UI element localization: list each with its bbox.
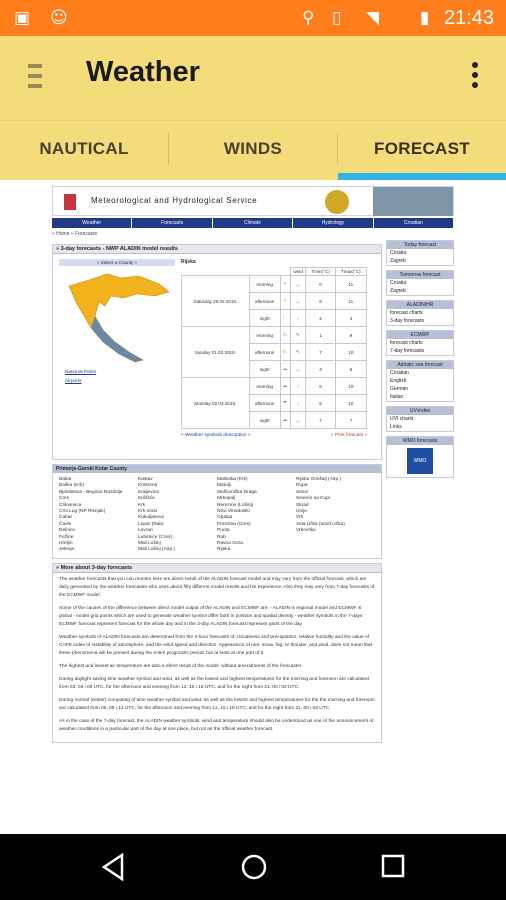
place-link[interactable]: Lubenice (Cres) — [138, 534, 173, 540]
sidebar-link[interactable]: Italian — [390, 394, 404, 400]
dhmz-logo-icon — [325, 190, 349, 214]
menu-croatian[interactable]: Croatian — [374, 218, 453, 228]
airports-link[interactable]: Airports — [65, 379, 82, 384]
tmin-value: 1 — [306, 327, 335, 344]
period-label: night — [249, 412, 280, 429]
tmax-value: 11 — [335, 293, 366, 310]
wind-arrow-icon: ← — [290, 412, 306, 429]
status-time: 21:43 — [443, 7, 494, 29]
tab-winds[interactable]: WINDS — [223, 139, 283, 158]
app-bar — [0, 36, 506, 120]
day-label: Sunday 01.03.2015. — [182, 327, 250, 378]
tmin-value: 4 — [306, 361, 335, 378]
wind-arrow-icon: ↖ — [290, 327, 306, 344]
county-title: Primorje-Gorski Kotar County — [53, 465, 381, 473]
day-label: Saturday 28.02.2015. — [182, 276, 250, 327]
sidebar-box — [386, 360, 454, 402]
place-link[interactable]: Delnice — [59, 528, 75, 534]
menu-hydrology[interactable]: Hydrology — [293, 218, 372, 228]
sidebar-link[interactable]: Croatia — [390, 250, 407, 256]
symbols-description-link[interactable]: « Weather symbols description » — [181, 433, 251, 438]
menu-weather[interactable]: Weather — [52, 218, 131, 228]
sidebar-box-title: WMO forecasts — [387, 437, 453, 445]
tmin-value: 6 — [306, 378, 335, 395]
cloud-icon: ☁ — [280, 361, 290, 378]
places-list — [53, 473, 381, 558]
place-link[interactable]: Selce — [296, 489, 308, 495]
place-link[interactable]: Križišće — [138, 496, 155, 502]
sidebar-box — [386, 330, 454, 356]
sidebar-link[interactable]: forecast charts — [390, 340, 423, 346]
tmax-value: 9 — [335, 327, 366, 344]
place-link[interactable]: Crikvenica — [59, 502, 82, 508]
forecast-table — [181, 259, 367, 438]
sidebar-box — [386, 300, 454, 326]
back-icon[interactable] — [100, 852, 126, 882]
place-link[interactable]: Rijeka — [217, 547, 231, 553]
image-icon: ▣ — [14, 8, 31, 28]
menu-climate[interactable]: Climate — [213, 218, 292, 228]
croatia-map-icon[interactable] — [59, 266, 175, 366]
wind-arrow-icon: ← — [290, 361, 306, 378]
sidebar-box — [386, 240, 454, 266]
place-link[interactable]: Punta — [217, 528, 230, 534]
tmin-value: 8 — [306, 395, 335, 412]
period-label: morning — [249, 327, 280, 344]
service-title: Meteorological and Hydrological Service — [91, 196, 258, 205]
sidebar-box-title: Tomorrow forecast — [387, 271, 453, 279]
home-icon[interactable] — [240, 852, 268, 882]
tmax-value: 11 — [335, 276, 366, 293]
place-link[interactable]: Kukuljanovo — [138, 515, 165, 521]
forecast-page — [52, 186, 454, 732]
print-forecast-link[interactable]: » Print forecast » — [330, 433, 367, 438]
sidebar-link[interactable]: German — [390, 386, 409, 392]
sun-icon: ☀ — [280, 276, 290, 293]
right-sidebar — [386, 240, 454, 482]
paragraph: As in the case of the 7-day forecast, the ALADIN weather symbols, wind and temperature should also be understood as one of the announcement of weather conditions in a particular part of the day at one place, but not as the official weather forecast. — [59, 718, 374, 732]
overflow-menu-icon[interactable] — [472, 62, 478, 92]
battery-icon: ▮ — [420, 8, 430, 28]
place-link[interactable]: Bakar — [59, 477, 72, 482]
sidebar-link[interactable]: 7-day forecasts — [390, 348, 425, 354]
place-link[interactable]: Crni Lug (NP Risnjak) — [59, 509, 106, 515]
wind-header: wind — [290, 268, 306, 276]
period-label: morning — [249, 378, 280, 395]
tab-bar — [0, 120, 506, 180]
wind-arrow-icon: ↓ — [290, 310, 306, 327]
place-link[interactable]: Mrkopalj — [217, 496, 236, 502]
day-label: Monday 02.03.2015. — [182, 378, 250, 429]
place-link[interactable]: Mali Lošinj (Airp.) — [138, 547, 176, 553]
place-link[interactable]: Skrad — [296, 502, 309, 508]
tmax-value: 5 — [335, 361, 366, 378]
cloud-icon: ☁ — [280, 378, 290, 395]
sidebar-link[interactable]: Zagreb — [390, 288, 406, 294]
place-link[interactable]: Jelenje — [59, 547, 75, 553]
period-label: afternoon — [249, 395, 280, 412]
place-link[interactable]: Unije — [296, 509, 307, 515]
period-label: afternoon — [249, 344, 280, 361]
site-header — [52, 186, 454, 216]
vibrate-icon: ▯ — [332, 8, 342, 28]
place-link[interactable]: Mali Lošinj — [138, 541, 161, 547]
sidebar-link[interactable]: 3-day forecasts — [390, 318, 425, 324]
nav-bar — [0, 834, 506, 900]
place-link[interactable]: Matulji — [217, 483, 231, 489]
place-link[interactable]: Čavle — [59, 521, 72, 527]
status-bar — [0, 0, 506, 36]
county-map[interactable] — [59, 259, 175, 419]
tmin-value: 6 — [306, 293, 335, 310]
tmax-value: 10 — [335, 344, 366, 361]
place-link[interactable]: Kraljevica — [138, 489, 159, 495]
sidebar-link[interactable]: Croatia — [390, 280, 407, 286]
sidebar-link[interactable]: UVI charts — [390, 416, 414, 422]
main-column — [52, 240, 382, 743]
rain-icon: ☂ — [280, 395, 290, 412]
place-link[interactable]: Novi Vinodolski — [217, 509, 250, 515]
place-link[interactable]: Porozina (Cres) — [217, 521, 251, 527]
sun-cloud-icon: ⛅ — [280, 344, 290, 361]
paragraph: The weather forecasts that you can monitor here are direct result of the ALADIN forecast model and may vary from the official forecast, which are daily generated by the weather forecaster who uses about fifty different model results and his experience. Also they may vary from 7-day forecasts of the ECMWF model. — [59, 576, 375, 598]
place-link[interactable]: Malinska (Krk) — [217, 477, 248, 482]
header-photo — [373, 187, 453, 216]
menu-icon[interactable] — [28, 64, 42, 88]
place-link[interactable]: Lovran — [138, 528, 153, 534]
wind-arrow-icon: ↖ — [290, 344, 306, 361]
wifi-icon: ◥ — [366, 8, 380, 28]
paragraph: During daylight saving time weather symbol and wind, as well as the lowest and highest temperatures for the morning and forenoon are calculated from 03, 06 i 09 UTC, for the afternoon and evening from 12, 15 i 18 UTC, and for the night from 21, 00 i 03 UTC. — [59, 676, 369, 690]
sidebar-box-title: Today forecast — [387, 241, 453, 249]
forecast-box — [52, 244, 382, 460]
paragraph: The highest and lowest air temperature are also a direct result of the model, without amendments of the forecaster. — [59, 663, 303, 669]
site-menu — [52, 218, 454, 228]
place-link[interactable]: Mošćenička Draga — [217, 489, 257, 495]
sidebar-link[interactable]: Croatian — [390, 370, 409, 376]
place-link[interactable]: Cres — [59, 496, 70, 502]
tmin-value: 2 — [306, 310, 335, 327]
paragraph: During normal (winter) computing of time weather symbol and wind, as well as the lowest and highest temperatures for the the morning and forenoon are calculated from 06, 09 i 12 UTC, for the afternoon and evening from 12, 15 i 18 UTC, and for the night from 21, 00 i 03 UTC. — [59, 697, 375, 711]
coat-of-arms-icon — [63, 193, 77, 211]
sun-icon: ☀ — [280, 293, 290, 310]
places-column — [217, 477, 296, 554]
wind-arrow-icon: ↑ — [290, 378, 306, 395]
wind-arrow-icon: ↑ — [290, 395, 306, 412]
place-link[interactable]: Rijeka Omišalj (Airp.) — [296, 477, 342, 482]
sidebar-box — [386, 406, 454, 432]
wind-arrow-icon: ← — [290, 276, 306, 293]
tmax-value: 7 — [335, 412, 366, 429]
place-link[interactable]: Kostrena — [138, 483, 158, 489]
place-link[interactable]: Krk most — [138, 509, 157, 515]
sidebar-box — [386, 436, 454, 478]
section-title: » 3-day forecasts - NWP ALADIN model results — [53, 245, 381, 254]
sidebar-box — [386, 270, 454, 296]
sidebar-link[interactable]: WMO — [407, 448, 433, 474]
place-link[interactable]: Krk — [138, 502, 146, 508]
city-name: Rijeka — [181, 259, 196, 265]
place-link[interactable]: Lopar (Rab) — [138, 521, 164, 527]
place-link[interactable]: Fužine — [59, 534, 74, 540]
app-title: Weather — [86, 56, 200, 88]
tmax-value: 10 — [335, 395, 366, 412]
recents-icon[interactable] — [380, 852, 406, 882]
select-county-label[interactable]: « Select a County » — [59, 259, 175, 266]
android-icon: ☺ — [50, 8, 68, 28]
place-link[interactable]: Ravna Gora — [217, 541, 243, 547]
moon-icon: ☾ — [280, 310, 290, 327]
place-link[interactable]: Severin na Kupi — [296, 496, 330, 502]
tmax-header: Tmax(°C) — [335, 268, 366, 276]
national-parks-link[interactable]: National Parks — [65, 370, 97, 375]
sidebar-box-title: UV-index — [387, 407, 453, 415]
place-link[interactable]: Vrh — [296, 515, 304, 521]
sidebar-link[interactable]: Links — [390, 424, 402, 430]
paragraph: Some of the causes of the difference between direct model output of the ALADIN and ECMWF are: - ALADIN is regional model and ECMWF is global - model grid points which are used to generate weather symbol differ both in position and spatial density - weather symbols in the 7-days ECMWF forecast represent forecast for the whole day and in the 3-day ALADIN forecast represent parts of the day — [59, 605, 363, 627]
places-column — [296, 477, 375, 554]
more-about-box — [52, 563, 382, 743]
sidebar-link[interactable]: forecast charts — [390, 310, 423, 316]
place-link[interactable]: Kastav — [138, 477, 153, 482]
web-content[interactable] — [0, 180, 506, 834]
more-about-text — [53, 573, 381, 742]
place-link[interactable]: Vela Učka (tunel Učka) — [296, 521, 345, 527]
place-link[interactable]: Rab — [217, 534, 226, 540]
wind-arrow-icon: ← — [290, 293, 306, 310]
sidebar-box-title: ALADIN/HR — [387, 301, 453, 309]
paragraph: Weather symbols of ALADIN forecasts are determined from the 3-hour forecasts of: cloudiness and precipitation, relative humidity and the value of CAPE index of instability of atmosphere, and the wind speed and direction. Appearance of rain, snow, fog, or thunder, and wind, does not mean that these phenomena will be present during the entire prognostic period, but at least at one part of it — [59, 634, 373, 656]
sidebar-box-title: Adriatic sea forecast — [387, 361, 453, 369]
place-link[interactable]: Baška (Krk) — [59, 483, 85, 489]
sidebar-link[interactable]: Zagreb — [390, 258, 406, 264]
period-label: morning — [249, 276, 280, 293]
place-link[interactable]: Nerezine (Lošinj) — [217, 502, 254, 508]
period-label: night — [249, 310, 280, 327]
place-link[interactable]: Rupa — [296, 483, 308, 489]
tmax-value: 3 — [335, 310, 366, 327]
menu-forecasts[interactable]: Forecasts — [132, 218, 211, 228]
places-column — [138, 477, 217, 554]
tab-nautical[interactable]: NAUTICAL — [39, 139, 129, 158]
period-label: night — [249, 361, 280, 378]
breadcrumb[interactable]: » Home » Forecasts — [52, 231, 98, 237]
places-column — [59, 477, 138, 554]
county-places-box — [52, 464, 382, 559]
tmin-header: Tmin(°C) — [306, 268, 335, 276]
place-link[interactable]: Hreljin — [59, 541, 73, 547]
tmin-value: 0 — [306, 276, 335, 293]
tmin-value: 7 — [306, 412, 335, 429]
sidebar-link[interactable]: English — [390, 378, 407, 384]
place-link[interactable]: Opatija — [217, 515, 233, 521]
location-icon: ⚲ — [302, 8, 315, 28]
map-links — [59, 368, 175, 386]
cloud-icon: ☁ — [280, 412, 290, 429]
place-link[interactable]: Čabar — [59, 515, 73, 521]
more-about-title: » More about 3-day forecasts — [53, 564, 381, 573]
tmax-value: 10 — [335, 378, 366, 395]
sidebar-box-title: ECMWF — [387, 331, 453, 339]
period-label: afternoon — [249, 293, 280, 310]
sun-cloud-icon: ⛅ — [280, 327, 290, 344]
tab-forecast[interactable]: FORECAST — [374, 139, 470, 158]
place-link[interactable]: Vrbovsko — [296, 528, 316, 534]
place-link[interactable]: Bjelolasica - Begovo Razdolje — [59, 489, 123, 495]
tmin-value: 7 — [306, 344, 335, 361]
